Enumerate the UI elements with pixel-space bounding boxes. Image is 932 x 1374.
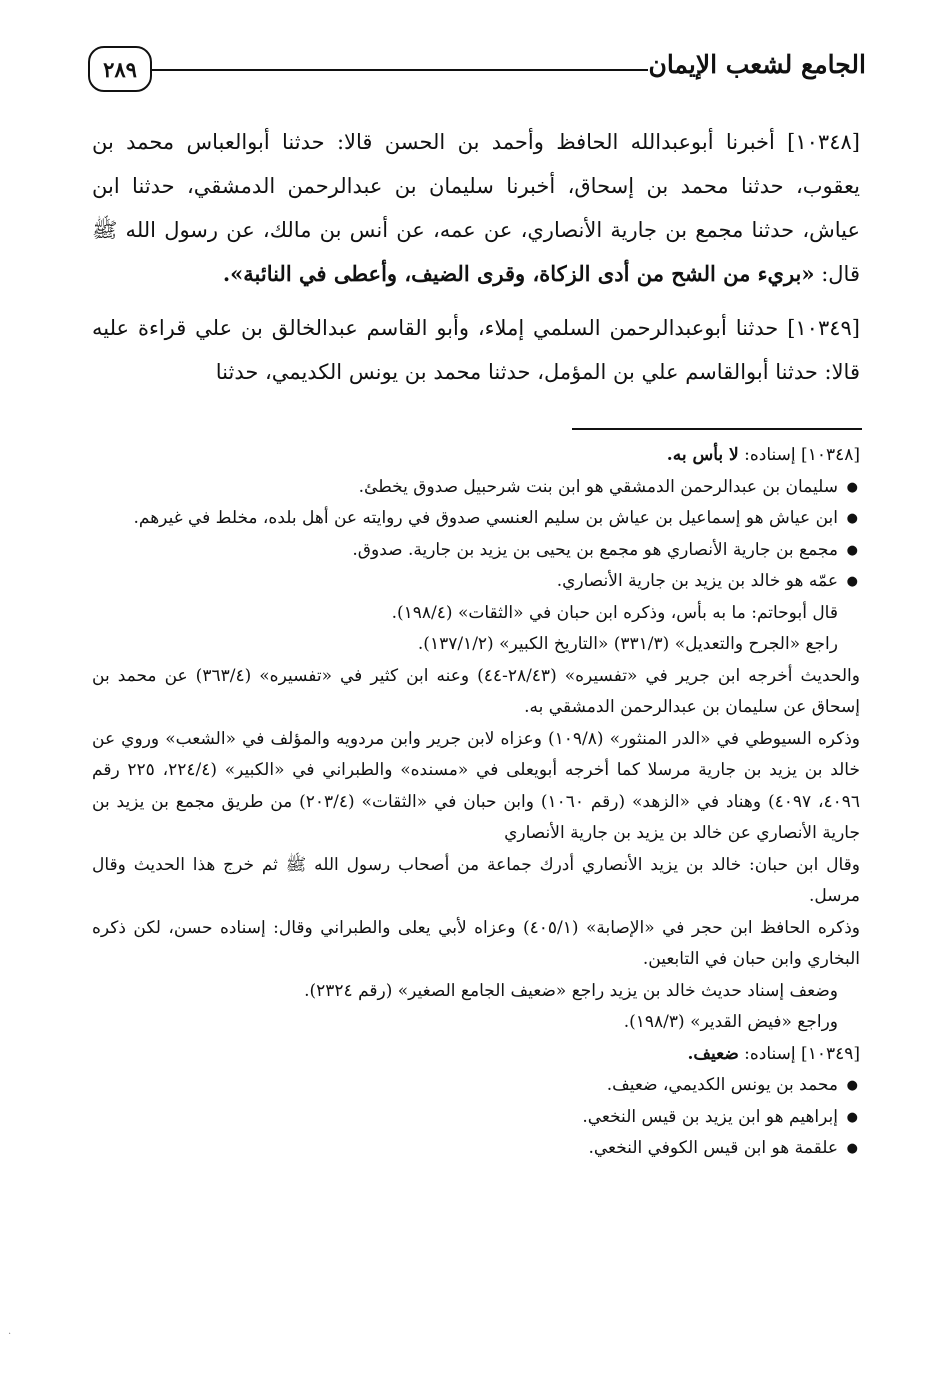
header-rule (150, 69, 648, 71)
footnote-separator (572, 428, 862, 430)
hadith-number: [١٠٣٤٩] (787, 316, 860, 340)
footnotes (92, 440, 860, 1165)
footnote-head: [١٠٣٤٨] إسناده: (744, 445, 860, 465)
hadith-10348 (92, 120, 860, 296)
list-item: ● سليمان بن عبدالرحمن الدمشقي هو ابن بنت شرحبيل صدوق يخطئ. (92, 472, 838, 504)
footnote-line: وذكره السيوطي في «الدر المنثور» (١٠٩/٨) وعزاه لابن جرير وابن مردويه والمؤلف في «الشعب» وروي عن خالد بن يزيد بن جارية مرسلا كما أخرجه أبويعلى في «مسنده» والطبراني في «الكبير» (٢٢٤/٤، ٢٢٥ رقم ٤٠٩٦، ٤٠٩٧) وهناد في «الزهد» (رقم ١٠٦٠) وابن حبان في «الثقات» (٢٠٣/٤) من طريق مجمع بن يزيد بن جارية الأنصاري عن خالد بن يزيد بن جارية الأنصاري (92, 728, 861, 843)
page-number-text: ٢٨٩ (103, 56, 137, 82)
page-number (88, 46, 152, 92)
list-item: ● عمّه هو خالد بن يزيد بن جارية الأنصاري. (92, 566, 838, 598)
list-item: ● إبراهيم هو ابن يزيد بن قيس النخعي. (92, 1102, 838, 1134)
hadith-matn: «بريء من الشح من أدى الزكاة، وقرى الضيف، وأعطى في النائبة». (222, 261, 815, 286)
list-item: ● علقمة هو ابن قيس الكوفي النخعي. (92, 1133, 838, 1165)
footnote-grade: ضعيف. (687, 1043, 739, 1064)
narrator-list (92, 1070, 860, 1165)
footnote-line: راجع «الجرح والتعديل» (٣٣١/٣) «التاريخ الكبير» (١٣٧/١/٢). (417, 634, 838, 654)
hadith-10349 (92, 306, 860, 394)
narrator-list (92, 472, 860, 598)
hadith-number: [١٠٣٤٨] (787, 130, 860, 154)
footnote-heading-10349 (92, 1039, 860, 1071)
list-item: ● محمد بن يونس الكديمي، ضعيف. (92, 1070, 838, 1102)
page-header (88, 42, 866, 100)
main-text (92, 120, 860, 404)
footnote-grade: لا بأس به. (666, 445, 739, 465)
footnote-line: وذكره الحافظ ابن حجر في «الإصابة» (٤٠٥/١) وعزاه لأبي يعلى والطبراني وقال: إسناده حسن، لكن ذكره البخاري وابن حبان في التابعين. (92, 917, 860, 969)
hadith-chain: أخبرنا أبوعبدالله الحافظ وأحمد بن الحسن قالا: حدثنا أبوالعباس محمد بن يعقوب، حدثنا محمد بن إسحاق، أخبرنا سليمان بن عبدالرحمن الدمشقي، حدثنا ابن عياش، حدثنا مجمع بن جارية الأنصاري، عن عمه، عن أنس بن مالك، عن رسول الله ﷺ قال: (92, 130, 860, 286)
footnote-line: وضعف إسناد حديث خالد بن يزيد راجع «ضعيف الجامع الصغير» (رقم ٢٣٢٤). (304, 980, 838, 1001)
list-item: ● ابن عياش هو إسماعيل بن عياش بن سليم العنسي صدوق في روايته عن أهل بلده، مخلط في غيرهم. (92, 503, 838, 535)
running-title: الجامع لشعب الإيمان (648, 50, 866, 79)
margin-mark: . (8, 1326, 12, 1337)
footnote-head: [١٠٣٤٩] إسناده: (744, 1043, 860, 1064)
footnote-line: وراجع «فيض القدير» (١٩٨/٣). (623, 1012, 838, 1032)
footnote-line: قال أبوحاتم: ما به بأس، وذكره ابن حبان في «الثقات» (١٩٨/٤). (391, 602, 838, 623)
footnote-line: والحديث أخرجه ابن جرير في «تفسيره» (٢٨/٤٣-٤٤) وعنه ابن كثير في «تفسيره» (٣٦٣/٤) عن محمد بن إسحاق عن سليمان بن عبدالرحمن الدمشقي به. (92, 665, 860, 717)
hadith-chain: حدثنا أبوعبدالرحمن السلمي إملاء، وأبو القاسم عبدالخالق بن علي قراءة عليه قالا: حدثنا أبوالقاسم علي بن المؤمل، حدثنا محمد بن يونس الكديمي، حدثنا (92, 316, 860, 384)
list-item: ● مجمع بن جارية الأنصاري هو مجمع بن يحيى بن يزيد بن جارية. صدوق. (92, 535, 838, 567)
footnote-line: وقال ابن حبان: خالد بن يزيد الأنصاري أدرك جماعة من أصحاب رسول الله ﷺ ثم خرج هذا الحديث وقال مرسل. (92, 854, 860, 906)
footnote-heading-10348 (92, 440, 860, 472)
